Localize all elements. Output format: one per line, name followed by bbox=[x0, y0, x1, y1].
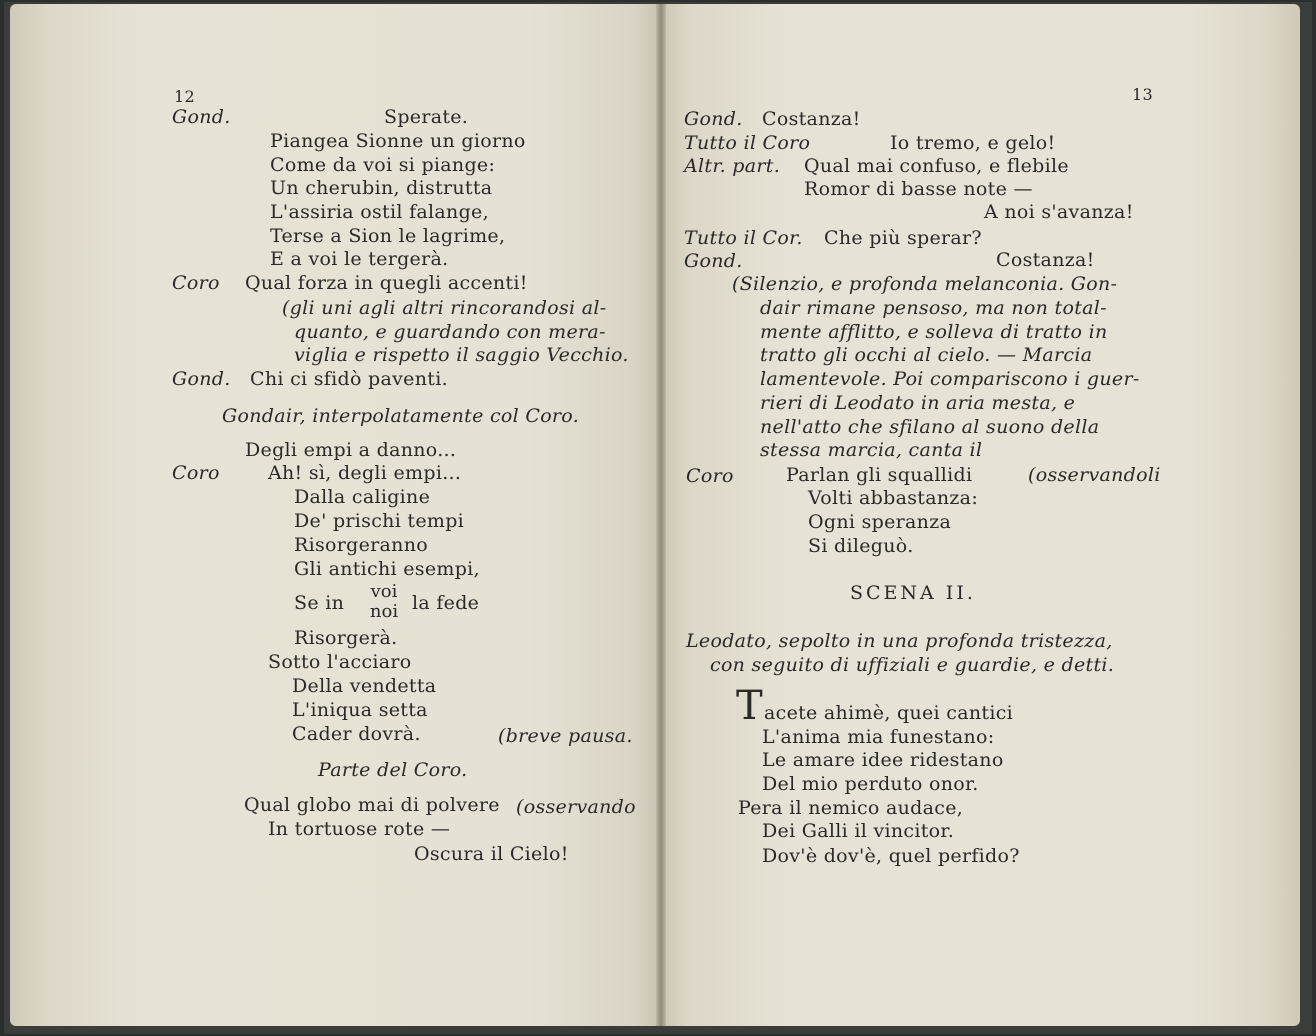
stage-direction: nell'atto che sfilano al suono della bbox=[760, 416, 1100, 438]
verse-line: Volti abbastanza: bbox=[808, 487, 979, 509]
speaker-label: Tutto il Coro bbox=[684, 132, 811, 154]
stage-direction: quanto, e guardando con mera- bbox=[294, 321, 606, 343]
verse-line: Piangea Sionne un giorno bbox=[270, 130, 526, 152]
speaker-label: Gond. bbox=[684, 108, 743, 130]
speaker-label: Altr. part. bbox=[684, 155, 781, 177]
verse-line: Pera il nemico audace, bbox=[738, 797, 964, 819]
speaker-label: Gond. bbox=[172, 106, 231, 128]
verse-line: Della vendetta bbox=[292, 675, 437, 697]
stage-direction: stessa marcia, canta il bbox=[760, 439, 983, 461]
verse-line: Romor di basse note — bbox=[804, 178, 1033, 200]
verse-line: Risorgeranno bbox=[294, 534, 428, 556]
verse-line: Ah! sì, degli empi... bbox=[268, 462, 462, 484]
stage-direction: (osservandoli bbox=[1028, 464, 1161, 486]
verse-line: Sotto l'acciaro bbox=[268, 651, 412, 673]
speaker-label: Coro bbox=[172, 272, 220, 294]
verse-line: Costanza! bbox=[762, 108, 861, 130]
verse-line: Risorgerà. bbox=[294, 627, 398, 649]
verse-line: Chi ci sfidò paventi. bbox=[250, 368, 448, 390]
verse-line: Si dileguò. bbox=[808, 535, 914, 557]
stage-direction: (breve pausa. bbox=[498, 725, 633, 747]
stage-direction: lamentevole. Poi compariscono i guer- bbox=[760, 368, 1140, 390]
verse-line: Dov'è dov'è, quel perfido? bbox=[762, 845, 1020, 867]
verse-line: la fede bbox=[412, 592, 480, 614]
section-heading: Gondair, interpolatamente col Coro. bbox=[222, 405, 580, 427]
drop-cap: T bbox=[736, 683, 763, 729]
verse-line: Oscura il Cielo! bbox=[414, 843, 569, 865]
stage-direction: (Silenzio, e profonda melanconia. Gon- bbox=[732, 273, 1118, 295]
verse-line: Sperate. bbox=[384, 106, 469, 128]
verse-line: Cader dovrà. bbox=[292, 723, 421, 745]
verse-line: Qual globo mai di polvere bbox=[244, 794, 500, 816]
speaker-label: Coro bbox=[686, 465, 734, 487]
stage-direction: (osservando bbox=[516, 796, 636, 818]
verse-line: L'anima mia funestano: bbox=[762, 726, 995, 748]
verse-line: Dalla caligine bbox=[294, 486, 431, 508]
verse-line: Qual forza in quegli accenti! bbox=[245, 272, 528, 294]
page-number-left: 12 bbox=[174, 87, 195, 106]
verse-line: Parlan gli squallidi bbox=[786, 464, 973, 486]
variant-bottom: noi bbox=[369, 601, 399, 622]
section-heading: Leodato, sepolto in una profonda tristezza, bbox=[686, 630, 1113, 652]
verse-line: Io tremo, e gelo! bbox=[890, 132, 1056, 154]
stage-direction: rieri di Leodato in aria mesta, e bbox=[760, 392, 1076, 414]
verse-line: Le amare idee ridestano bbox=[762, 749, 1004, 771]
speaker-label: Gond. bbox=[684, 250, 743, 272]
speaker-label: Tutto il Cor. bbox=[684, 227, 803, 249]
verse-line: Ogni speranza bbox=[808, 511, 952, 533]
verse-line: De' prischi tempi bbox=[294, 510, 465, 532]
verse-line: Costanza! bbox=[996, 249, 1095, 271]
verse-line: Qual mai confuso, e flebile bbox=[804, 155, 1069, 177]
stage-direction: viglia e rispetto il saggio Vecchio. bbox=[294, 344, 629, 366]
verse-line: Come da voi si piange: bbox=[270, 154, 496, 176]
verse-line: Se in bbox=[294, 592, 345, 614]
page-number-right: 13 bbox=[1132, 85, 1153, 104]
verse-line: Gli antichi esempi, bbox=[294, 558, 480, 580]
variant-top: voi bbox=[370, 581, 398, 602]
stage-direction: (gli uni agli altri rincorandosi al- bbox=[282, 297, 607, 319]
verse-line: Che più sperar? bbox=[824, 227, 982, 249]
verse-line: Del mio perduto onor. bbox=[762, 773, 979, 795]
verse-line: L'iniqua setta bbox=[292, 699, 428, 721]
section-heading: Parte del Coro. bbox=[318, 759, 468, 781]
variant-stack bbox=[366, 582, 402, 622]
stage-direction: mente afflitto, e solleva di tratto in bbox=[760, 321, 1108, 343]
verse-line: E a voi le tergerà. bbox=[270, 248, 449, 270]
verse-line: Un cherubin, distrutta bbox=[270, 177, 493, 199]
verse-line: acete ahimè, quei cantici bbox=[764, 702, 1014, 724]
verse-line: In tortuose rote — bbox=[268, 818, 451, 840]
stage-direction: dair rimane pensoso, ma non total- bbox=[760, 297, 1107, 319]
book-gutter bbox=[656, 4, 666, 1026]
scene-heading: SCENA II. bbox=[850, 582, 976, 604]
stage-direction: tratto gli occhi al cielo. — Marcia bbox=[760, 344, 1093, 366]
verse-line: Terse a Sion le lagrime, bbox=[270, 225, 506, 247]
speaker-label: Coro bbox=[172, 462, 220, 484]
section-heading: con seguito di uffiziali e guardie, e detti. bbox=[710, 654, 1115, 676]
verse-line: Degli empi a danno... bbox=[245, 439, 457, 461]
speaker-label: Gond. bbox=[172, 368, 231, 390]
verse-line: L'assiria ostil falange, bbox=[270, 201, 489, 223]
verse-line: A noi s'avanza! bbox=[984, 201, 1134, 223]
verse-line: Dei Galli il vincitor. bbox=[762, 820, 955, 842]
